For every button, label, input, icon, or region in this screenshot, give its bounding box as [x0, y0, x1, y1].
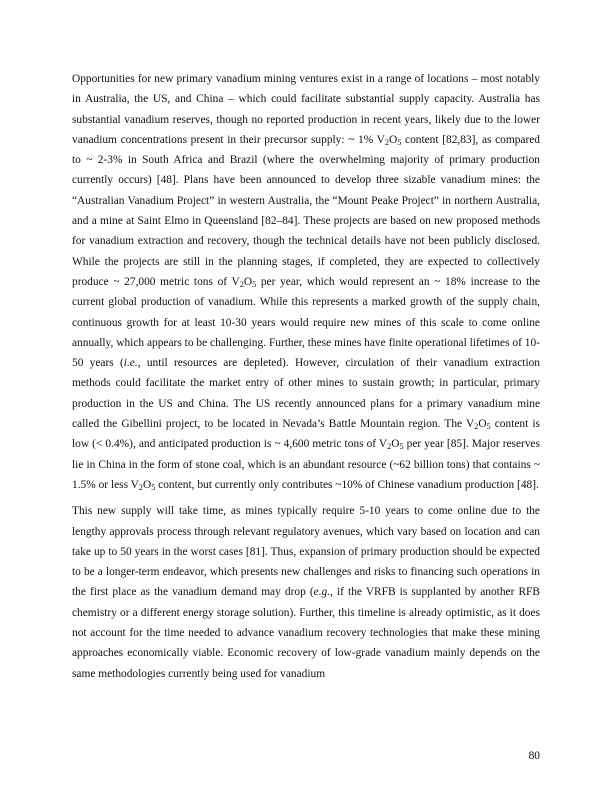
text-run: O — [142, 478, 152, 491]
paragraph-2 — [72, 501, 540, 684]
subscript: 2 — [387, 442, 392, 452]
paragraph-1 — [72, 69, 540, 495]
text-run: This new supply will take time, as mines typically require 5-10 years to come online due to the lengthy approvals process through relevant regulatory avenues, which vary based on location and can take up to 50 years in the worst cases [81]. Thus, expansion of primary production should be expected to be a longer-term endeavor, which presents new challenges and risks to financing such operations in the first place as the vanadium demand may drop ( — [72, 505, 540, 599]
text-run: per year, which would represent an ~ 18% increase to the current global production of vanadium. While this represents a marked growth of the supply chain, continuous growth for at least 10-30 years would require new mines of this scale to come online annually, which appears to be challenging. Further, these mines have finite operational lifetimes of 10-50 years ( — [72, 275, 540, 370]
subscript: 5 — [399, 442, 404, 452]
subscript: 2 — [239, 280, 244, 290]
text-run: O — [478, 418, 487, 431]
subscript: 5 — [151, 482, 156, 492]
subscript: 2 — [474, 422, 479, 432]
text-run: , if the VRFB is supplanted by another RFB chemistry or a different energy storage solution). Further, this timeline is already optimistic, as it does not account for the time needed to advance vanadium recovery technologies that make these mining approaches economically viable. Economic recovery of low-grade vanadium mainly depends on the same methodologies currently being used for vanadium — [72, 586, 540, 680]
subscript: 2 — [138, 482, 143, 492]
page-number: 80 — [528, 750, 540, 762]
subscript: 5 — [397, 137, 402, 147]
text-run: O — [391, 438, 400, 451]
text-run: content, but currently only contributes ~10% of Chinese vanadium production [48]. — [155, 478, 539, 491]
subscript: 2 — [384, 137, 390, 147]
text-run: content is low (< 0.4%), and anticipated production is ~ 4,600 metric tons of V — [72, 418, 540, 451]
subscript: 5 — [252, 280, 257, 290]
text-run: O — [389, 133, 398, 146]
text-run: , until resources are depleted). However, circulation of their vanadium extraction methods could facilitate the market entry of other mines to sustain growth; in particular, primary production in the US and China. The US recently announced plans for a primary vanadium mine called the Gibellini project, to be located in Nevada’s Battle Mountain region. The V — [72, 357, 540, 431]
italic-text: i.e. — [123, 357, 138, 370]
subscript: 5 — [486, 422, 491, 432]
text-run: content [82,83], as compared to ~ 2-3% in South Africa and Brazil (where the overwhelming majority of primary production currently occurs) [48]. Plans have been announced to develop three sizable vanadium mines: the “Australian Vanadium Project” in western Australia, the “Mount Peake Project” in northern Australia, and a mine at Saint Elmo in Queensland [82–84]. These projects are based on new proposed methods for vanadium extraction and recovery, though the technical details have not been publicly disclosed. While the projects are still in the planning stages, if completed, they are expected to collectively produce ~ 27,000 metric tons of V — [72, 133, 541, 288]
italic-text: e.g. — [313, 586, 331, 599]
text-run: Opportunities for new primary vanadium mining ventures exist in a range of locations – most notably in Australia, the US, and China – which could facilitate substantial supply capacity. Australia has substantial vanadium reserves, though no reported production in recent years, likely due to the lower vanadium concentrations present in their precursor supply: ~ 1% V — [72, 73, 540, 146]
text-run: per year [85]. Major reserves lie in China in the form of stone coal, which is an abundant resource (~62 billion tons) that contains ~ 1.5% or less V — [72, 438, 541, 491]
document-body — [72, 69, 540, 684]
text-run: O — [243, 275, 253, 288]
